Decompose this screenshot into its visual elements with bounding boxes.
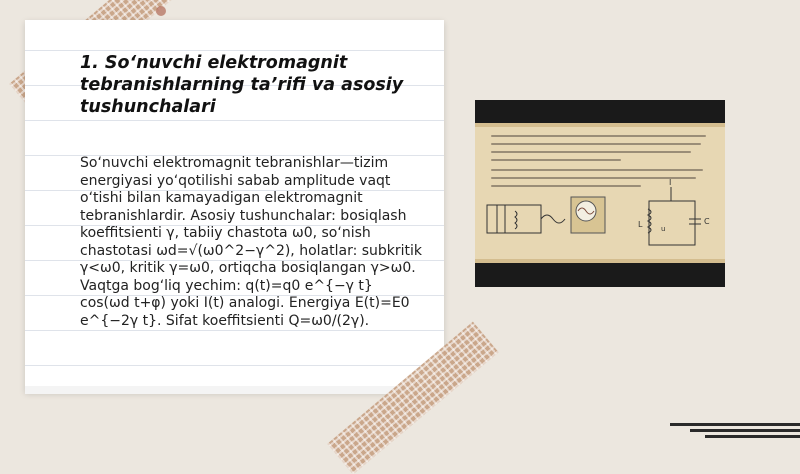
decorative-line <box>705 435 800 438</box>
circuit-illustration <box>475 100 725 287</box>
circuit-diagram-svg <box>475 123 725 263</box>
current-label: I <box>669 178 672 187</box>
oscilloscope-icon <box>571 197 605 233</box>
inductor-label: L <box>638 220 643 229</box>
coupling-wire <box>541 215 565 223</box>
lc-circuit-right <box>648 187 701 245</box>
slide-body-text: So‘nuvchi elektromagnit tebranishlar—tizim energiyasi yo‘qotilishi sabab amplitude vaqt o‘tishi bilan kamayadigan elektromagnit tebranishlardir. Asosiy tushunchalar: bosiqlash koeffitsienti γ, tabiiy chastota ω0, so‘nish chastotasi ωd=√(ω0^2−γ^2), holatlar: subkritik γ<ω0, kritik γ=ω0, ortiqcha bosiqlangan γ>ω0. Vaqtga bog‘liq yechim: q(t)=q0 e^{−γ t} cos(ωd t+φ) yoki I(t) analogi. Energiya E(t)=E0 e^{−2γ t}. Sifat koeffitsienti Q=ω0/(2γ). <box>80 155 423 329</box>
capacitor-label: C <box>704 217 710 226</box>
decorative-line <box>690 429 800 432</box>
slide-title: 1. So‘nuvchi elektromagnit tebranishlarning ta’rifi va asosiy tushunchalari <box>80 53 404 117</box>
left-circuit-coil <box>515 211 517 229</box>
paper-card-edge <box>25 386 444 394</box>
voltage-label: u <box>661 225 666 233</box>
decorative-line <box>670 423 800 426</box>
illustration-slide <box>475 123 725 263</box>
left-circuit-loop <box>487 205 541 233</box>
decorative-dot <box>156 6 166 16</box>
